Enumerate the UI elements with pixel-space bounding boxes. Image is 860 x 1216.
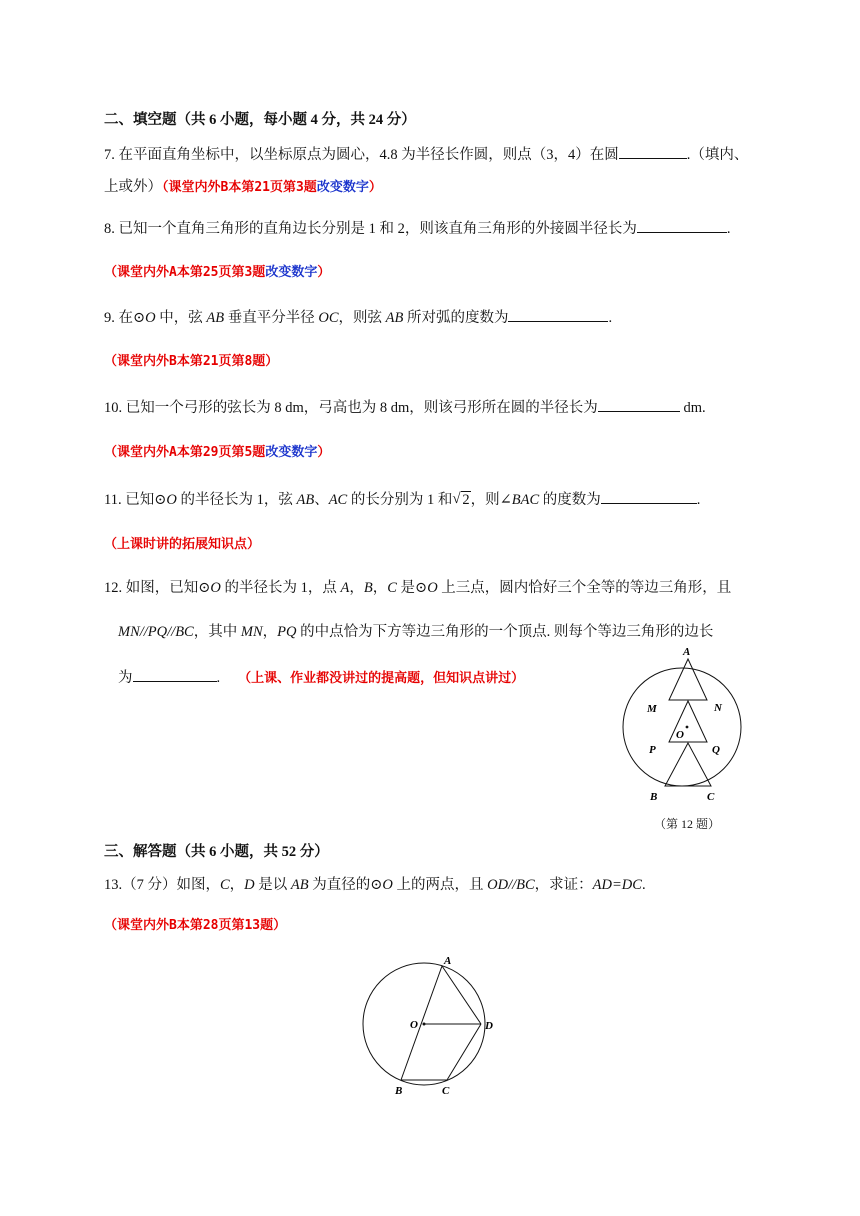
question-8-note bbox=[104, 262, 330, 283]
q9-oc: OC bbox=[318, 310, 339, 326]
radical-sign-icon: √ bbox=[452, 491, 461, 507]
q8-text-end: . bbox=[726, 221, 731, 237]
q13-source-note: （课堂内外B本第28页第13题） bbox=[104, 918, 287, 933]
q9-text: 9. 在⊙ bbox=[104, 310, 146, 326]
question-9-note bbox=[104, 351, 278, 372]
question-11 bbox=[104, 489, 700, 510]
q8-answer-blank[interactable] bbox=[637, 218, 727, 233]
sqrt-two bbox=[452, 490, 470, 510]
q12-text-5: 是⊙ bbox=[396, 580, 428, 596]
q12-text: 12. 如图，已知⊙ bbox=[104, 580, 211, 596]
q11-o: O bbox=[166, 492, 177, 508]
q8-note-close: ） bbox=[317, 265, 331, 280]
q12-bottom-triangle bbox=[665, 743, 711, 786]
q13-diameter-ab bbox=[401, 966, 442, 1080]
q12-figure-caption: （第 12 题） bbox=[654, 817, 721, 831]
q13-center-point bbox=[423, 1023, 426, 1026]
q9-text-3: 垂直平分半径 bbox=[224, 310, 319, 326]
q13-d: D bbox=[244, 877, 255, 893]
question-12-line2 bbox=[118, 622, 713, 642]
q10-note-close: ） bbox=[317, 445, 331, 460]
q11-text-end: . bbox=[696, 492, 701, 508]
q13-text-2: ， bbox=[229, 877, 245, 893]
q10-text-end: dm. bbox=[679, 400, 706, 416]
q13-parallel: OD//BC bbox=[487, 877, 535, 893]
q12-c: C bbox=[387, 580, 397, 596]
q13-equality: AD=DC bbox=[592, 877, 642, 893]
q13-o: O bbox=[382, 877, 393, 893]
question-11-note bbox=[104, 534, 260, 555]
q12-circle bbox=[623, 668, 741, 786]
q7-text: 7. 在平面直角坐标中，以坐标原点为圆心，4.8 为半径长作圆，则点（3，4）在圆 bbox=[104, 147, 619, 163]
question-8 bbox=[104, 218, 731, 239]
q12-label-q: Q bbox=[712, 744, 720, 756]
q12-label-p: P bbox=[649, 744, 656, 756]
q12-label-c: C bbox=[707, 791, 715, 803]
q12-b: B bbox=[363, 580, 373, 596]
q11-text-4: 的长分别为 1 和 bbox=[347, 492, 453, 508]
q12-source-note: （上课、作业都没讲过的提高题，但知识点讲过） bbox=[238, 671, 525, 686]
q7-text-end: .（填内、 bbox=[686, 147, 749, 163]
q13-text-6: ，求证： bbox=[534, 877, 593, 893]
q13-label-a: A bbox=[444, 955, 452, 967]
q9-source-note: （课堂内外B本第21页第8题） bbox=[104, 354, 279, 369]
q13-label-o: O bbox=[410, 1019, 418, 1031]
q11-source-note: （上课时讲的拓展知识点） bbox=[104, 537, 261, 552]
q12-o: O bbox=[210, 580, 221, 596]
section-3-title: 三、解答题（共 6 小题，共 52 分） bbox=[104, 844, 329, 860]
q12-label-m: M bbox=[647, 703, 657, 715]
q12-label-b: B bbox=[650, 791, 658, 803]
q11-text-6: 的度数为 bbox=[539, 492, 601, 508]
q9-answer-blank[interactable] bbox=[508, 307, 608, 322]
q12-label-n: N bbox=[714, 702, 722, 714]
q12-text-3: ， bbox=[349, 580, 364, 596]
question-13 bbox=[104, 875, 646, 895]
q9-o: O bbox=[145, 310, 156, 326]
q13-segment-ad bbox=[442, 966, 481, 1024]
q12-mn: MN bbox=[240, 624, 263, 640]
q11-text-5: ，则∠ bbox=[470, 492, 512, 508]
q9-ab-2: AB bbox=[385, 310, 404, 326]
q12-figure bbox=[612, 640, 748, 810]
q12-o-2: O bbox=[427, 580, 438, 596]
q10-answer-blank[interactable] bbox=[598, 397, 680, 412]
q10-text: 10. 已知一个弓形的弦长为 8 dm，弓高也为 8 dm，则该弓形所在圆的半径长为 bbox=[104, 400, 598, 416]
q12-line2-sep: ， bbox=[262, 624, 278, 640]
q8-source-note: （课堂内外A本第25页第3题 bbox=[104, 265, 266, 280]
q12-pq: PQ bbox=[277, 624, 297, 640]
q13-label-d: D bbox=[485, 1020, 493, 1032]
q13-ab: AB bbox=[290, 877, 309, 893]
q12-text-6: 上三点，圆内恰好三个全等的等边三角形，且 bbox=[437, 580, 732, 596]
question-9 bbox=[104, 307, 612, 328]
q12-line3-end: . bbox=[216, 670, 221, 686]
q13-text-4: 为直径的⊙ bbox=[308, 877, 383, 893]
q13-figure bbox=[356, 952, 506, 1102]
question-12 bbox=[104, 578, 731, 598]
q9-text-2: 中，弦 bbox=[155, 310, 207, 326]
question-12-line3 bbox=[118, 667, 524, 689]
sqrt-radicand: 2 bbox=[462, 492, 470, 508]
q13-segment-dc bbox=[447, 1024, 481, 1080]
q7-answer-blank[interactable] bbox=[619, 144, 687, 159]
question-10-note bbox=[104, 442, 330, 463]
question-7-line2 bbox=[104, 177, 382, 198]
q13-label-c: C bbox=[442, 1085, 450, 1097]
q11-bac: BAC bbox=[511, 492, 540, 508]
q13-text-3: 是以 bbox=[254, 877, 291, 893]
q11-text: 11. 已知⊙ bbox=[104, 492, 167, 508]
q8-text: 8. 已知一个直角三角形的直角边长分别是 1 和 2，则该直角三角形的外接圆半径长为 bbox=[104, 221, 637, 237]
q7-text-cont: 上或外） bbox=[104, 179, 162, 195]
q12-answer-blank[interactable] bbox=[133, 667, 217, 682]
question-7 bbox=[104, 144, 748, 165]
q12-text-4: ， bbox=[372, 580, 388, 596]
q11-text-3: 、 bbox=[314, 492, 329, 508]
q10-change-note: 改变数字 bbox=[265, 445, 318, 460]
q12-line3-text: 为 bbox=[118, 670, 133, 686]
q11-ac: AC bbox=[328, 492, 348, 508]
question-10 bbox=[104, 397, 706, 418]
q12-line2-end: 的中点恰为下方等边三角形的一个顶点. 则每个等边三角形的边长 bbox=[296, 624, 714, 640]
q12-parallel: MN//PQ//BC bbox=[118, 624, 194, 640]
q12-label-a: A bbox=[683, 646, 691, 658]
q12-label-o: O bbox=[676, 729, 684, 741]
q9-text-5: 所对弧的度数为 bbox=[403, 310, 509, 326]
q12-center-point bbox=[686, 726, 689, 729]
q13-label-b: B bbox=[395, 1085, 403, 1097]
q11-text-2: 的半径长为 1，弦 bbox=[176, 492, 297, 508]
q9-text-4: ，则弦 bbox=[338, 310, 386, 326]
q9-ab: AB bbox=[206, 310, 225, 326]
q7-change-note: 改变数字 bbox=[316, 180, 369, 195]
q7-source-note: （课堂内外B本第21页第3题 bbox=[162, 180, 317, 195]
q12-a: A bbox=[340, 580, 350, 596]
q8-change-note: 改变数字 bbox=[265, 265, 318, 280]
q11-ab: AB bbox=[296, 492, 315, 508]
q11-answer-blank[interactable] bbox=[601, 489, 697, 504]
q13-c: C bbox=[220, 877, 230, 893]
q12-text-2: 的半径长为 1，点 bbox=[220, 580, 341, 596]
q13-text: 13.（7 分）如图， bbox=[104, 877, 220, 893]
q12-middle-triangle bbox=[669, 701, 707, 742]
q9-text-end: . bbox=[608, 310, 613, 326]
q13-text-5: 上的两点，且 bbox=[392, 877, 488, 893]
q12-top-triangle bbox=[669, 659, 707, 700]
q13-text-end: . bbox=[641, 877, 646, 893]
q7-note-close: ） bbox=[368, 180, 382, 195]
section-2-title: 二、填空题（共 6 小题，每小题 4 分，共 24 分） bbox=[104, 112, 416, 128]
question-13-note bbox=[104, 915, 286, 936]
q10-source-note: （课堂内外A本第29页第5题 bbox=[104, 445, 266, 460]
q12-line2-text: ，其中 bbox=[193, 624, 241, 640]
